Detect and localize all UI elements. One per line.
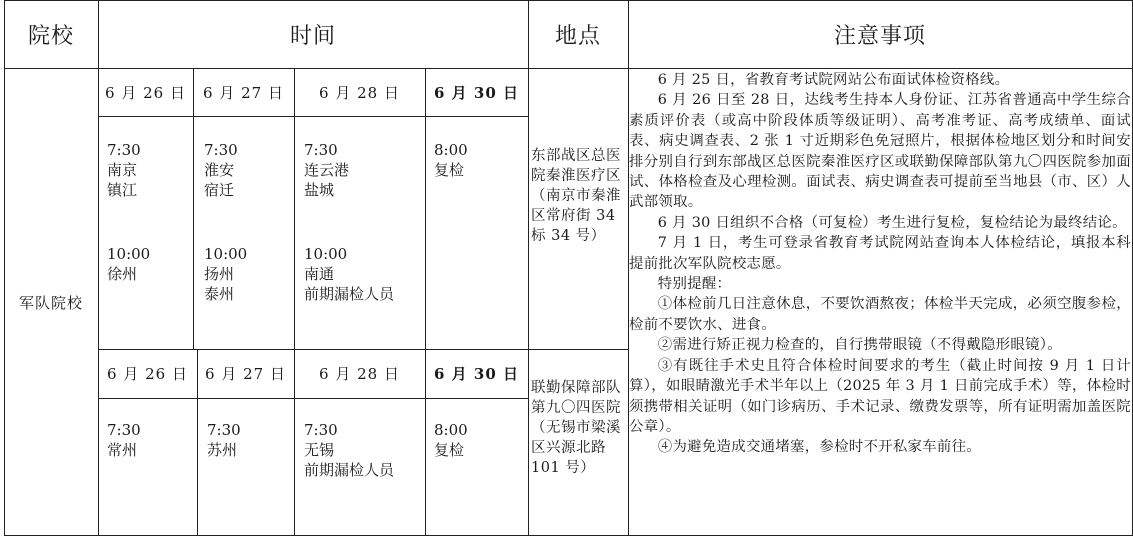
date-cell-recheck: 6 月 30 日 [434,365,519,383]
notes-paragraph: 7 月 1 日，考生可登录省教育考试院网站查询本人体检结论，填报本科提前批次军队院校志愿。 [629,235,1131,272]
col-divider-time [528,0,529,536]
time-slot: 10:00 扬州 泰州 [204,245,248,303]
header-school: 院校 [27,23,74,49]
notes-paragraph: 6 月 26 日至 28 日，达线考生持本人身份证、江苏省普通高中学生综合素质评价表（或高中阶段体质等级证明）、高考准考证、高考成绩单、面试表、病史调查表、2 张 1 寸近期彩色免冠照片，根据体检地区划分和时间安排分别自行到东部战区总医院秦淮医疗区或联勤保障部队第九〇四医院参加面试、体格检查及心理检测。面试表、病史调查表可提前至当地县（市、区）人武部领取。 [629,92,1131,211]
place-text: 联勤保障部队第九〇四医院（无锡市梁溪区兴源北路 101 号） [531,380,621,476]
date-cell: 6 月 27 日 [205,365,286,383]
time-slot: 7:30 常州 [107,421,141,459]
time-slot: 7:30 连云港 盐城 [304,141,350,199]
notes-text [629,70,1131,458]
block2-date-divider [98,398,528,399]
notes-paragraph: ③有既往手术史且符合体检时间要求的考生（截止时间按 9 月 1 日计算），如眼睛激光手术半年以上（2025 年 3 月 1 日前完成手术）等，体检时须携带相关证明（如门诊病历、手术记录、缴费发票等，所有证明需加盖医院公章）。 [629,357,1131,435]
time-slot: 8:00 复检 [434,141,468,179]
date-cell: 6 月 27 日 [203,83,284,102]
date-cell: 6 月 26 日 [107,365,188,383]
date-cell: 6 月 28 日 [319,83,400,102]
notes-paragraph: ④为避免造成交通堵塞，参检时不开私家车前往。 [657,439,981,456]
block1-date-divider [98,116,528,117]
notes-paragraph: ①体检前几日注意休息，不要饮酒熬夜；体检半天完成，必须空腹参检，检前不要饮水、进食。 [629,296,1131,333]
notes-paragraph: 6 月 30 日组织不合格（可复检）考生进行复检，复检结论为最终结论。 [657,214,1127,231]
header-notes: 注意事项 [833,23,926,49]
notes-paragraph: 6 月 25 日，省教育考试院网站公布面试体检资格线。 [657,72,1010,88]
place-text: 东部战区总医院秦淮医疗区（南京市秦淮区常府街 34 标 34 号） [531,148,621,244]
time-slot: 10:00 徐州 [107,245,151,283]
time-slot: 7:30 南京 镇江 [107,141,141,199]
school-name: 军队院校 [18,293,83,312]
notes-paragraph: ②需进行矫正视力检查的，自行携带眼镜（不得戴隐形眼镜）。 [657,337,1062,354]
date-cell: 6 月 28 日 [319,365,400,383]
time-slot: 10:00 南通 前期漏检人员 [304,245,395,303]
border-bottom [4,535,1132,536]
time-slot: 8:00 复检 [434,421,468,459]
time-slot: 7:30 苏州 [207,421,241,459]
header-place: 地点 [554,23,601,49]
time-slot: 7:30 无锡 前期漏检人员 [304,421,395,479]
header-time: 时间 [289,23,336,49]
notes-paragraph: 特别提醒： [657,276,732,293]
date-cell: 6 月 26 日 [105,83,186,102]
date-cell-recheck: 6 月 30 日 [434,83,519,102]
time-slot: 7:30 淮安 宿迁 [204,141,238,199]
